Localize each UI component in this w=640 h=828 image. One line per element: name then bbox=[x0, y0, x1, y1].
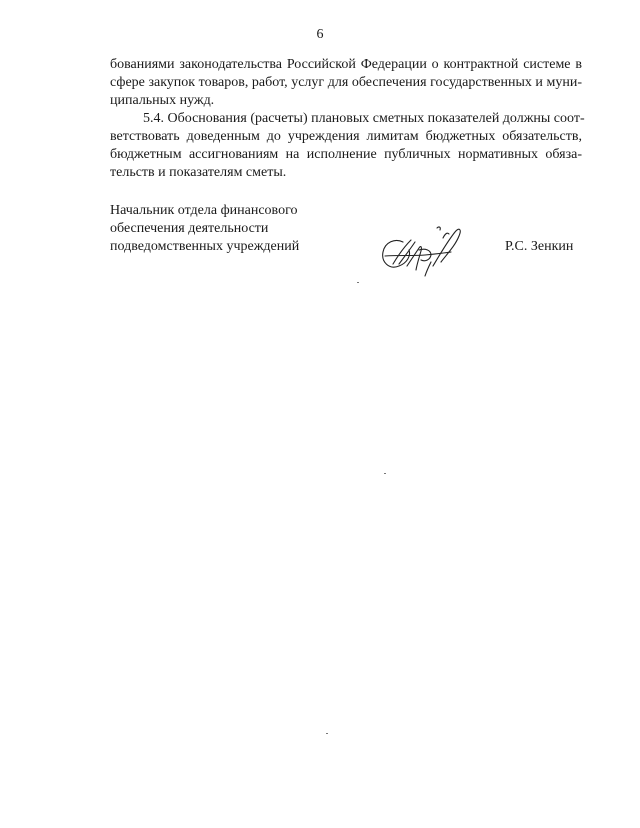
body-line: бюджетным ассигнованиям на исполнение публичных нормативных обяза- bbox=[110, 147, 582, 162]
scan-speck bbox=[384, 473, 386, 474]
body-line: ципальных нужд. bbox=[110, 93, 215, 108]
scan-speck bbox=[326, 733, 328, 734]
scan-speck bbox=[357, 282, 359, 283]
paragraph-5-4-line: 5.4. Обоснования (расчеты) плановых сметных показателей должны соот- bbox=[143, 111, 585, 126]
body-line: бованиями законодательства Российской Федерации о контрактной системе в bbox=[110, 57, 582, 72]
body-line: тельств и показателям сметы. bbox=[110, 165, 287, 180]
page-number: 6 bbox=[316, 27, 324, 42]
body-line: ветствовать доведенным до учреждения лимитам бюджетных обязательств, bbox=[110, 129, 582, 144]
body-line: сфере закупок товаров, работ, услуг для обеспечения государственных и муни- bbox=[110, 75, 582, 90]
position-line: Начальник отдела финансового bbox=[110, 203, 298, 218]
handwritten-signature bbox=[355, 220, 475, 280]
document-body bbox=[110, 56, 585, 182]
signatory-position bbox=[110, 202, 299, 256]
position-line: обеспечения деятельности bbox=[110, 221, 269, 236]
position-line: подведомственных учреждений bbox=[110, 239, 300, 254]
signer-name: Р.С. Зенкин bbox=[505, 239, 574, 254]
